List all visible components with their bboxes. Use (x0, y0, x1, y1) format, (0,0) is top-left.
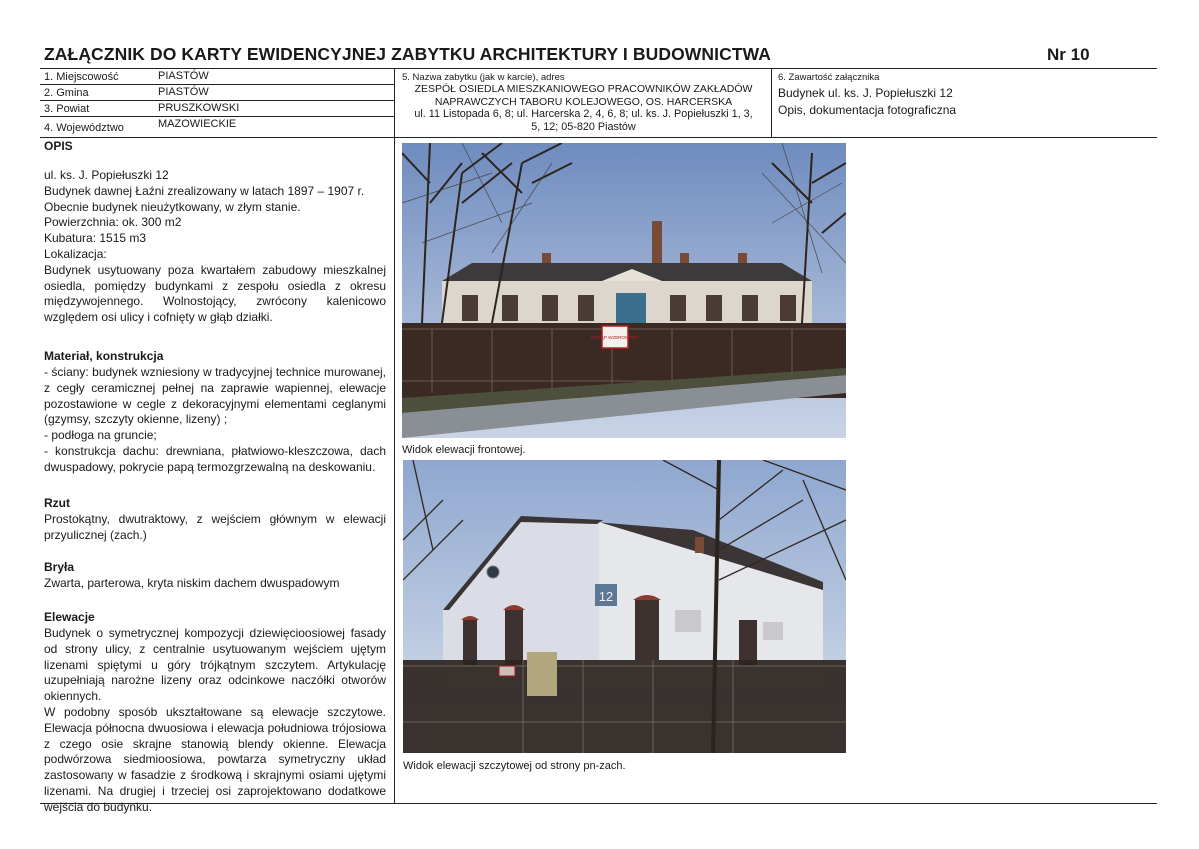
meta-value: PRUSZKOWSKI (158, 102, 240, 114)
meta-label: 4. Województwo (44, 122, 124, 134)
gable-elevation-caption: Widok elewacji szczytowej od strony pn-zach. (403, 760, 626, 772)
material-body (44, 365, 386, 476)
contents-line: Budynek ul. ks. J. Popiełuszki 12 (778, 86, 953, 100)
meta-rule (40, 100, 394, 101)
gable-elevation-photo (403, 460, 846, 753)
intro-line: Kubatura: 1515 m3 (44, 231, 147, 246)
name-line: 5, 12; 05-820 Piastów (531, 120, 636, 133)
name-line: NAPRAWCZYCH TABORU KOLEJOWEGO, OS. HARCERSKA (434, 95, 733, 108)
elevations-paragraph: W podobny sposób ukształtowane są elewacje szczytowe. Elewacja północna dwuosiowa i elewacja południowa trójosiowa z czego osie skrajne stanowią blendy okienne. Elewacja podwórzowa siedmioosiowa, powtarza symetryczny układ zastosowany w fasadzie z środkową i skrajnymi osiami ujętymi lizenami. Na drugiej i trzeciej osi zaprojektowano dodatkowe wejścia do budynku. (44, 704, 386, 814)
meta-label: 2. Gmina (44, 87, 89, 99)
meta-value: PIASTÓW (158, 70, 209, 82)
name-line: ul. 11 Listopada 6, 8; ul. Harcerska 2, 4, 6, 8; ul. ks. J. Popiełuszki 1, 3, (414, 108, 753, 120)
svg-text:12: 12 (598, 589, 614, 604)
material-item: - konstrukcja dachu: drewniana, płatwiowo-kleszczowa, dach dwuspadowy, pokrycie papą termozgrzewalną na deskowaniu. (44, 443, 386, 474)
header-divider (771, 68, 772, 138)
description-heading: OPIS (44, 139, 73, 153)
name-field-value (396, 83, 771, 133)
header-bottom-rule (40, 137, 1157, 138)
location-text: Budynek usytuowany poza kwartałem zabudowy mieszkalnej osiedla, pomiędzy budynkami z zespołu osiedla z okresu międzywojennego. Wolnostojący, zwrócony kalenicowo względem osi ulicy i cofnięty w głąb działki. (44, 262, 386, 325)
front-elevation-photo (402, 143, 846, 438)
meta-rule (40, 84, 394, 85)
intro-line: ul. ks. J. Popiełuszki 12 (44, 168, 169, 182)
massing-text: Zwarta, parterowa, kryta niskim dachem dwuspadowym (44, 576, 340, 590)
material-heading: Materiał, konstrukcja (44, 349, 164, 363)
elevations-body (44, 626, 386, 816)
intro-line: Obecnie budynek nieużytkowany, w złym stanie. (44, 199, 301, 214)
intro-line: Powierzchnia: ok. 300 m2 (44, 215, 182, 230)
description-body (44, 168, 386, 326)
elevations-heading: Elewacje (44, 610, 95, 624)
meta-rule (40, 116, 394, 117)
material-item: - ściany: budynek wzniesiony w tradycyjnej technice murowanej, z cegły ceramicznej pełnej na zaprawie wapiennej, elewacje pozostawione w cegle z dekoracyjnymi elementami ceglanymi (gzymsy, szczyty okienne, lizeny) ; (44, 365, 386, 427)
intro-line: Lokalizacja: (44, 246, 107, 261)
plan-heading: Rzut (44, 496, 70, 510)
page-title: ZAŁĄCZNIK DO KARTY EWIDENCYJNEJ ZABYTKU ARCHITEKTURY I BUDOWNICTWA (44, 44, 772, 64)
elevations-paragraph: Budynek o symetrycznej kompozycji dziewięcioosiowej fasady od strony ulicy, z centralnie usytuowanym wejściem ujętym lizenami spiętymi u góry trójkątnym szczytem. Artykulację uzupełniają narożne lizeny oraz odcinkowe naczółki otworów okiennych. (44, 626, 386, 704)
meta-value: MAZOWIECKIE (158, 118, 237, 130)
gable-elevation-image (403, 460, 846, 753)
meta-label: 3. Powiat (44, 103, 90, 115)
front-elevation-caption: Widok elewacji frontowej. (402, 444, 526, 456)
header-rule (40, 68, 1157, 69)
intro-line: Budynek dawnej Łaźni zrealizowany w latach 1897 – 1907 r. (44, 183, 365, 198)
front-elevation-image (402, 143, 846, 438)
document-number: Nr 10 (1047, 45, 1090, 64)
massing-heading: Bryła (44, 560, 75, 574)
meta-value: PIASTÓW (158, 86, 209, 98)
column-divider (394, 68, 395, 804)
svg-text:WSTĘP WZBRONIONY: WSTĘP WZBRONIONY (590, 335, 640, 340)
plan-text: Prostokątny, dwutraktowy, z wejściem głównym w elewacji przyulicznej (zach.) (44, 512, 386, 542)
contents-line: Opis, dokumentacja fotograficzna (778, 103, 957, 117)
contents-field-label: 6. Zawartość załącznika (778, 72, 880, 83)
meta-label: 1. Miejscowość (44, 71, 119, 83)
material-item: - podłoga na gruncie; (44, 428, 157, 443)
name-line: ZESPÓŁ OSIEDLA MIESZKANIOWEGO PRACOWNIKÓW ZAKŁADÓW (414, 83, 753, 95)
name-field-label: 5. Nazwa zabytku (jak w karcie), adres (402, 72, 565, 83)
